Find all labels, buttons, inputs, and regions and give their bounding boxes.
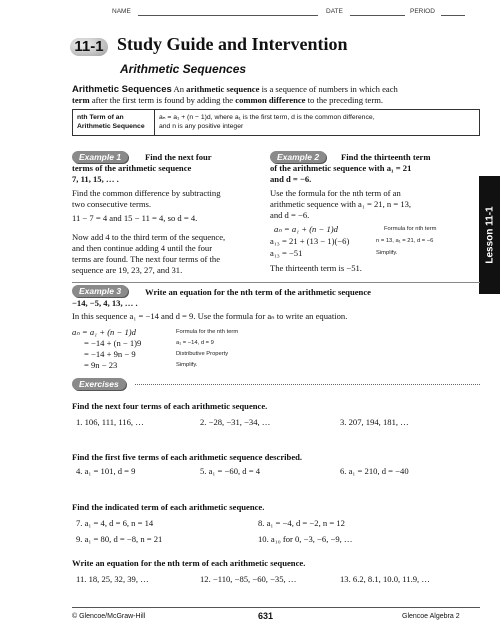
exercise-10: 10. a₁₀ for 0, −3, −6, −9, … (258, 534, 353, 544)
example-3-title: Write an equation for the nth term of the arithmetic sequence (145, 287, 371, 297)
exercise-8: 8. a₁ = −4, d = −2, n = 12 (258, 518, 345, 528)
example-3-tag: Example 3 (72, 285, 128, 297)
example-2-text: Use the formula for the nth term of an (270, 188, 401, 198)
example-2-tag: Example 2 (270, 151, 326, 163)
exercise-6: 6. a₁ = 210, d = −40 (340, 466, 409, 476)
definition-formula (155, 110, 479, 135)
period-line (441, 15, 465, 16)
example-2-equation: aₙ = a₁ + (n − 1)d (274, 224, 338, 234)
example-3-equation: = −14 + 9n − 9 (84, 349, 136, 359)
definition-box (72, 109, 480, 136)
example-1-title: Find the next four (145, 152, 212, 162)
example-1-text: sequence are 19, 23, 27, and 31. (72, 265, 183, 275)
example-2-equation: a₁₃ = 21 + (13 − 1)(−6) (270, 236, 350, 246)
example-1-title: 7, 11, 15, … . (72, 174, 119, 184)
exercises-tag: Exercises (72, 378, 126, 390)
definition-label-line: nth Term of an (77, 114, 124, 121)
example-1-text: 11 − 7 = 4 and 15 − 11 = 4, so d = 4. (72, 213, 198, 223)
exercise-9: 9. a₁ = 80, d = −8, n = 21 (76, 534, 163, 544)
footer-rule (72, 607, 480, 608)
exercise-13: 13. 6.2, 8.1, 10.0, 11.9, … (340, 574, 430, 584)
intro-heading: Arithmetic Sequences (72, 84, 172, 95)
example-2-equation: a₁₃ = −51 (270, 248, 303, 258)
example-1-text: terms are found. The next four terms of the (72, 254, 221, 264)
date-line (350, 15, 405, 16)
page-subtitle: Arithmetic Sequences (120, 62, 247, 76)
intro-term: common difference (235, 95, 306, 105)
example-2-title: and d = −6. (270, 174, 312, 184)
exercise-section-heading: Find the first five terms of each arithmetic sequence described. (72, 452, 303, 462)
example-3-title: −14, −5, 4, 13, … . (72, 298, 138, 308)
example-1-tag: Example 1 (72, 151, 128, 163)
example-2-conclusion: The thirteenth term is −51. (270, 263, 362, 273)
definition-formula-line: and n is any positive integer (159, 123, 244, 130)
exercise-5: 5. a₁ = −60, d = 4 (200, 466, 261, 476)
footer-book-title: Glencoe Algebra 2 (402, 613, 460, 620)
intro-text: An (173, 84, 184, 94)
example-1-text: Find the common difference by subtracting (72, 188, 221, 198)
example-1-text: and then continue adding 4 until the four (72, 243, 213, 253)
exercise-12: 12. −110, −85, −60, −35, … (200, 574, 297, 584)
name-line (138, 15, 318, 16)
exercise-1: 1. 106, 111, 116, … (76, 417, 144, 427)
intro-text: is a sequence of numbers in which each (261, 84, 398, 94)
lesson-side-tab-label: Lesson 11-1 (484, 206, 495, 264)
divider (72, 282, 480, 283)
example-2-note: Formula for nth term (384, 226, 437, 232)
example-1-text: two consecutive terms. (72, 199, 151, 209)
example-3-note: Distributive Property (176, 351, 229, 357)
exercise-7: 7. a₁ = 4, d = 6, n = 14 (76, 518, 154, 528)
lesson-badge: 11-1 (70, 38, 108, 56)
period-label: PERIOD (410, 8, 435, 15)
example-2-title: Find the thirteenth term (341, 152, 431, 162)
exercise-section-heading: Find the next four terms of each arithmetic sequence. (72, 401, 268, 411)
name-label: NAME (112, 8, 131, 15)
page-title: Study Guide and Intervention (117, 34, 348, 54)
example-3-equation: aₙ = a₁ + (n − 1)d (72, 327, 136, 337)
example-3-equation: = 9n − 23 (84, 360, 118, 370)
example-2-note: n = 13, a₁ = 21, d = −6 (376, 238, 434, 244)
intro-text: to the preceding term. (307, 95, 384, 105)
intro-term: arithmetic sequence (186, 84, 260, 94)
exercise-section-heading: Find the indicated term of each arithmetic sequence. (72, 502, 265, 512)
example-2-text: and d = −6. (270, 210, 310, 220)
exercises-divider (135, 384, 480, 385)
intro-text: after the first term is found by adding the (91, 95, 234, 105)
example-2-text: arithmetic sequence with a₁ = 21, n = 13, (270, 199, 412, 209)
example-3-note: a₁ = −14, d = 9 (176, 340, 214, 346)
exercise-11: 11. 18, 25, 32, 39, … (76, 574, 149, 584)
example-3-note: Formula for the nth term (176, 329, 239, 335)
intro-term: term (72, 95, 90, 105)
example-3-text: In this sequence a₁ = −14 and d = 9. Use the formula for aₙ to write an equation. (72, 311, 348, 321)
exercise-4: 4. a₁ = 101, d = 9 (76, 466, 136, 476)
example-3-note: Simplify. (176, 362, 198, 368)
lesson-side-tab (479, 176, 500, 294)
exercise-2: 2. −28, −31, −34, … (200, 417, 271, 427)
footer-copyright: © Glencoe/McGraw-Hill (72, 613, 146, 620)
exercise-3: 3. 207, 194, 181, … (340, 417, 409, 427)
example-2-title: of the arithmetic sequence with a₁ = 21 (270, 163, 412, 173)
definition-label (73, 110, 155, 135)
example-3-equation: = −14 + (n − 1)9 (84, 338, 142, 348)
exercise-section-heading: Write an equation for the nth term of each arithmetic sequence. (72, 558, 306, 568)
definition-formula-line: aₙ = a₁ + (n − 1)d, where a₁ is the first term, d is the common difference, (159, 114, 375, 121)
page-number: 631 (258, 611, 274, 621)
example-1-text: Now add 4 to the third term of the sequence, (72, 232, 226, 242)
definition-label-line: Arithmetic Sequence (77, 123, 145, 130)
date-label: DATE (326, 8, 343, 15)
example-1-title: terms of the arithmetic sequence (72, 163, 192, 173)
example-2-note: Simplify. (376, 250, 398, 256)
intro-paragraph (72, 84, 482, 106)
